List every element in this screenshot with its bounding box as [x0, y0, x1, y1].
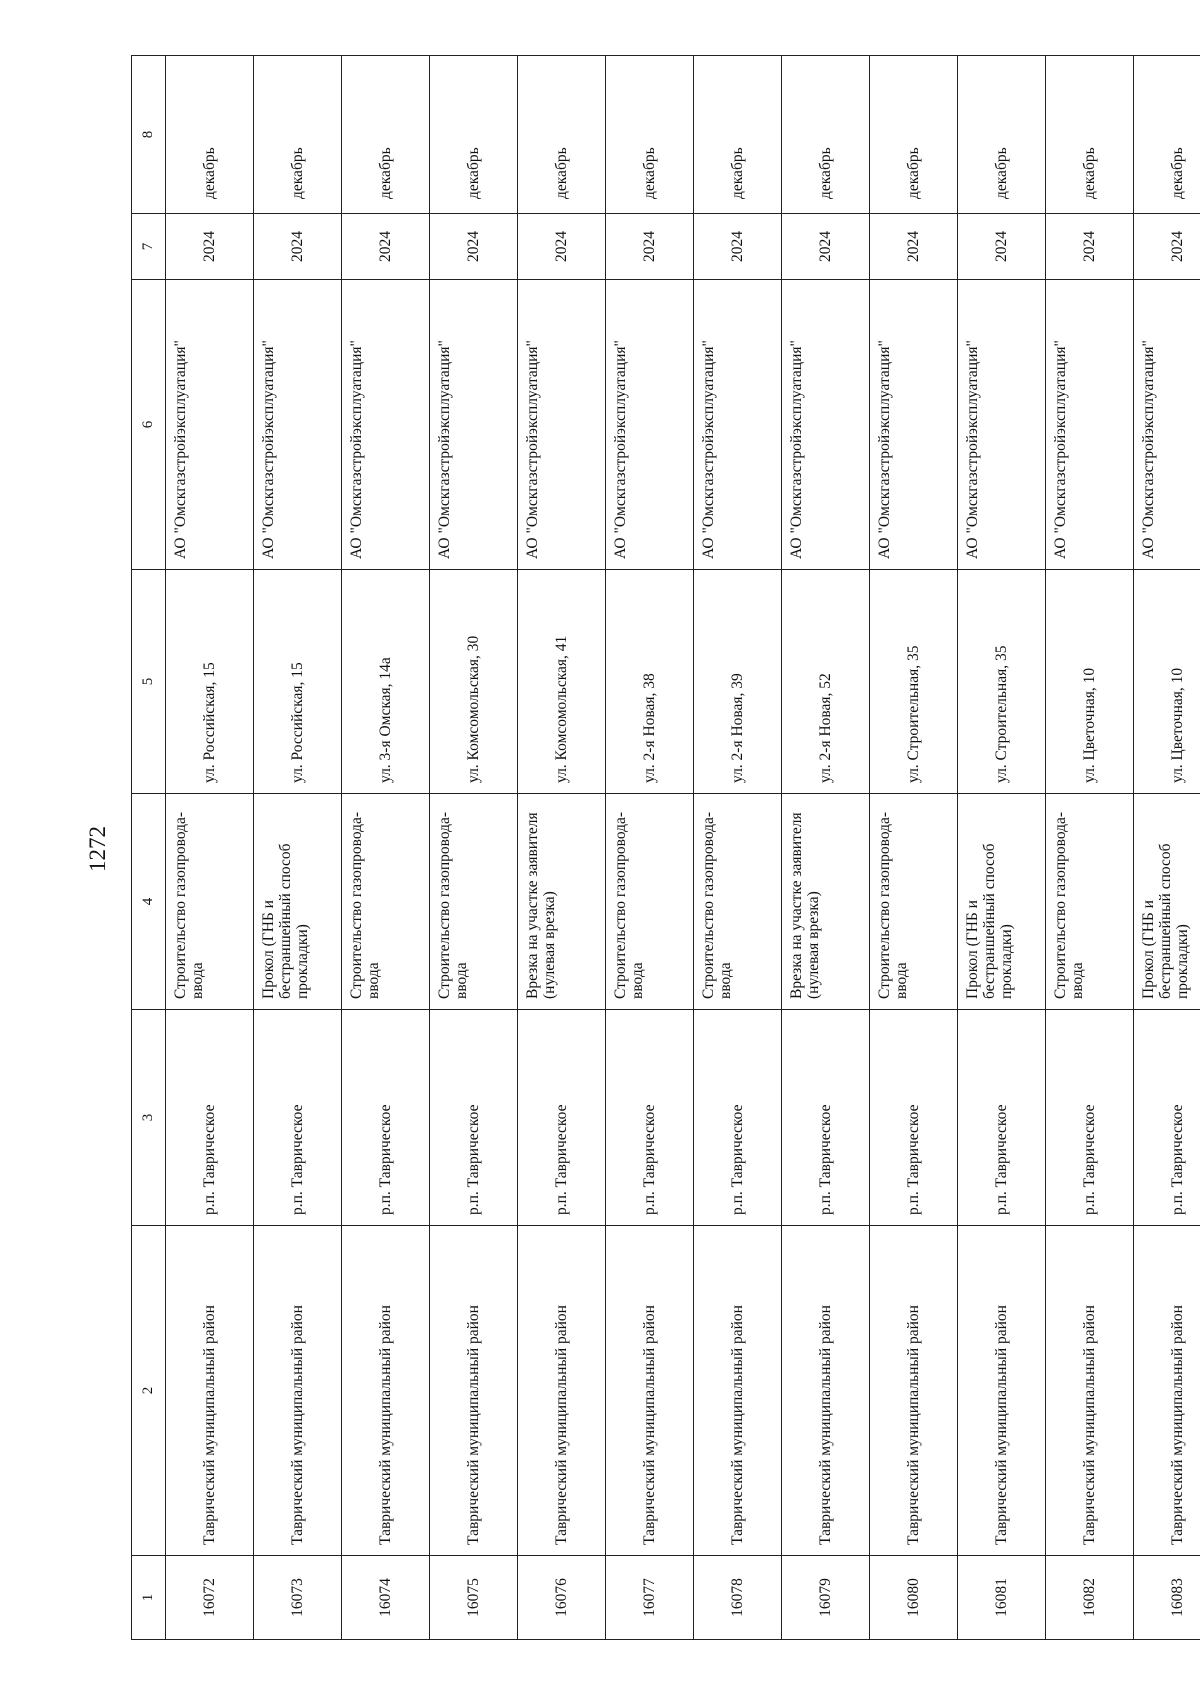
work-type-cell: Врезка на участке заявителя (нулевая врезка)	[782, 794, 870, 1010]
district-cell: Таврический муниципальный район	[342, 1226, 430, 1556]
row-number-cell: 16081	[958, 1556, 1046, 1640]
organization-cell: АО "Омскгазстройэксплуатация"	[870, 280, 958, 570]
row-number-cell: 16076	[518, 1556, 606, 1640]
work-type-cell: Прокол (ГНБ и бестраншейный способ прокладки)	[958, 794, 1046, 1010]
work-type-cell: Строительство газопровода-ввода	[870, 794, 958, 1010]
row-number-cell: 16074	[342, 1556, 430, 1640]
year-cell: 2024	[1134, 214, 1200, 280]
header-cell: 6	[132, 280, 166, 570]
organization-cell: АО "Омскгазстройэксплуатация"	[166, 280, 254, 570]
year-cell: 2024	[782, 214, 870, 280]
settlement-cell: р.п. Таврическое	[166, 1010, 254, 1226]
address-cell: ул. Цветочная, 10	[1134, 570, 1200, 794]
settlement-cell: р.п. Таврическое	[342, 1010, 430, 1226]
settlement-cell: р.п. Таврическое	[606, 1010, 694, 1226]
header-cell: 5	[132, 570, 166, 794]
year-cell: 2024	[342, 214, 430, 280]
table-row	[1134, 56, 1200, 1640]
header-row	[132, 56, 166, 1640]
row-number-cell: 16073	[254, 1556, 342, 1640]
table-row	[958, 56, 1046, 1640]
settlement-cell: р.п. Таврическое	[518, 1010, 606, 1226]
address-cell: ул. Цветочная, 10	[1046, 570, 1134, 794]
year-cell: 2024	[254, 214, 342, 280]
settlement-cell: р.п. Таврическое	[782, 1010, 870, 1226]
work-type-cell: Прокол (ГНБ и бестраншейный способ прокладки)	[1134, 794, 1200, 1010]
address-cell: ул. Российская, 15	[166, 570, 254, 794]
work-type-cell: Строительство газопровода-ввода	[166, 794, 254, 1010]
header-cell: 7	[132, 214, 166, 280]
address-cell: ул. 2-я Новая, 39	[694, 570, 782, 794]
address-cell: ул. Строительная, 35	[870, 570, 958, 794]
header-cell: 2	[132, 1226, 166, 1556]
header-cell: 3	[132, 1010, 166, 1226]
month-cell: декабрь	[870, 56, 958, 214]
year-cell: 2024	[166, 214, 254, 280]
organization-cell: АО "Омскгазстройэксплуатация"	[518, 280, 606, 570]
year-cell: 2024	[430, 214, 518, 280]
row-number-cell: 16072	[166, 1556, 254, 1640]
header-cell: 8	[132, 56, 166, 214]
district-cell: Таврический муниципальный район	[430, 1226, 518, 1556]
table-row	[870, 56, 958, 1640]
work-type-cell: Врезка на участке заявителя (нулевая врезка)	[518, 794, 606, 1010]
work-type-cell: Строительство газопровода-ввода	[342, 794, 430, 1010]
row-number-cell: 16083	[1134, 1556, 1200, 1640]
month-cell: декабрь	[1046, 56, 1134, 214]
settlement-cell: р.п. Таврическое	[958, 1010, 1046, 1226]
organization-cell: АО "Омскгазстройэксплуатация"	[1134, 280, 1200, 570]
table-row	[606, 56, 694, 1640]
row-number-cell: 16079	[782, 1556, 870, 1640]
gas-works-table	[131, 55, 1200, 1640]
table-frame	[131, 56, 1191, 1640]
table-row	[254, 56, 342, 1640]
table-body	[166, 56, 1200, 1640]
month-cell: декабрь	[254, 56, 342, 214]
settlement-cell: р.п. Таврическое	[870, 1010, 958, 1226]
district-cell: Таврический муниципальный район	[518, 1226, 606, 1556]
address-cell: ул. Российская, 15	[254, 570, 342, 794]
district-cell: Таврический муниципальный район	[958, 1226, 1046, 1556]
settlement-cell: р.п. Таврическое	[1046, 1010, 1134, 1226]
address-cell: ул. Строительная, 35	[958, 570, 1046, 794]
district-cell: Таврический муниципальный район	[782, 1226, 870, 1556]
address-cell: ул. Комсомольская, 30	[430, 570, 518, 794]
month-cell: декабрь	[782, 56, 870, 214]
table-row	[430, 56, 518, 1640]
work-type-cell: Прокол (ГНБ и бестраншейный способ прокладки)	[254, 794, 342, 1010]
table-row	[166, 56, 254, 1640]
row-number-cell: 16078	[694, 1556, 782, 1640]
settlement-cell: р.п. Таврическое	[430, 1010, 518, 1226]
month-cell: декабрь	[342, 56, 430, 214]
district-cell: Таврический муниципальный район	[606, 1226, 694, 1556]
page-number: 1272	[85, 826, 110, 872]
month-cell: декабрь	[1134, 56, 1200, 214]
row-number-cell: 16080	[870, 1556, 958, 1640]
month-cell: декабрь	[166, 56, 254, 214]
address-cell: ул. 3-я Омская, 14а	[342, 570, 430, 794]
header-cell: 4	[132, 794, 166, 1010]
row-number-cell: 16082	[1046, 1556, 1134, 1640]
address-cell: ул. 2-я Новая, 38	[606, 570, 694, 794]
row-number-cell: 16077	[606, 1556, 694, 1640]
district-cell: Таврический муниципальный район	[166, 1226, 254, 1556]
organization-cell: АО "Омскгазстройэксплуатация"	[254, 280, 342, 570]
year-cell: 2024	[958, 214, 1046, 280]
rotated-table-container	[131, 56, 1191, 1640]
year-cell: 2024	[694, 214, 782, 280]
header-cell: 1	[132, 1556, 166, 1640]
organization-cell: АО "Омскгазстройэксплуатация"	[958, 280, 1046, 570]
district-cell: Таврический муниципальный район	[870, 1226, 958, 1556]
work-type-cell: Строительство газопровода-ввода	[694, 794, 782, 1010]
organization-cell: АО "Омскгазстройэксплуатация"	[782, 280, 870, 570]
year-cell: 2024	[1046, 214, 1134, 280]
settlement-cell: р.п. Таврическое	[254, 1010, 342, 1226]
month-cell: декабрь	[518, 56, 606, 214]
table-row	[518, 56, 606, 1640]
table-row	[1046, 56, 1134, 1640]
month-cell: декабрь	[694, 56, 782, 214]
organization-cell: АО "Омскгазстройэксплуатация"	[694, 280, 782, 570]
organization-cell: АО "Омскгазстройэксплуатация"	[1046, 280, 1134, 570]
district-cell: Таврический муниципальный район	[1134, 1226, 1200, 1556]
district-cell: Таврический муниципальный район	[254, 1226, 342, 1556]
row-number-cell: 16075	[430, 1556, 518, 1640]
address-cell: ул. Комсомольская, 41	[518, 570, 606, 794]
table-row	[694, 56, 782, 1640]
year-cell: 2024	[518, 214, 606, 280]
organization-cell: АО "Омскгазстройэксплуатация"	[606, 280, 694, 570]
work-type-cell: Строительство газопровода-ввода	[606, 794, 694, 1010]
year-cell: 2024	[606, 214, 694, 280]
address-cell: ул. 2-я Новая, 52	[782, 570, 870, 794]
district-cell: Таврический муниципальный район	[694, 1226, 782, 1556]
organization-cell: АО "Омскгазстройэксплуатация"	[342, 280, 430, 570]
month-cell: декабрь	[430, 56, 518, 214]
month-cell: декабрь	[958, 56, 1046, 214]
table-row	[342, 56, 430, 1640]
month-cell: декабрь	[606, 56, 694, 214]
table-row	[782, 56, 870, 1640]
settlement-cell: р.п. Таврическое	[694, 1010, 782, 1226]
year-cell: 2024	[870, 214, 958, 280]
work-type-cell: Строительство газопровода-ввода	[1046, 794, 1134, 1010]
settlement-cell: р.п. Таврическое	[1134, 1010, 1200, 1226]
district-cell: Таврический муниципальный район	[1046, 1226, 1134, 1556]
work-type-cell: Строительство газопровода-ввода	[430, 794, 518, 1010]
organization-cell: АО "Омскгазстройэксплуатация"	[430, 280, 518, 570]
